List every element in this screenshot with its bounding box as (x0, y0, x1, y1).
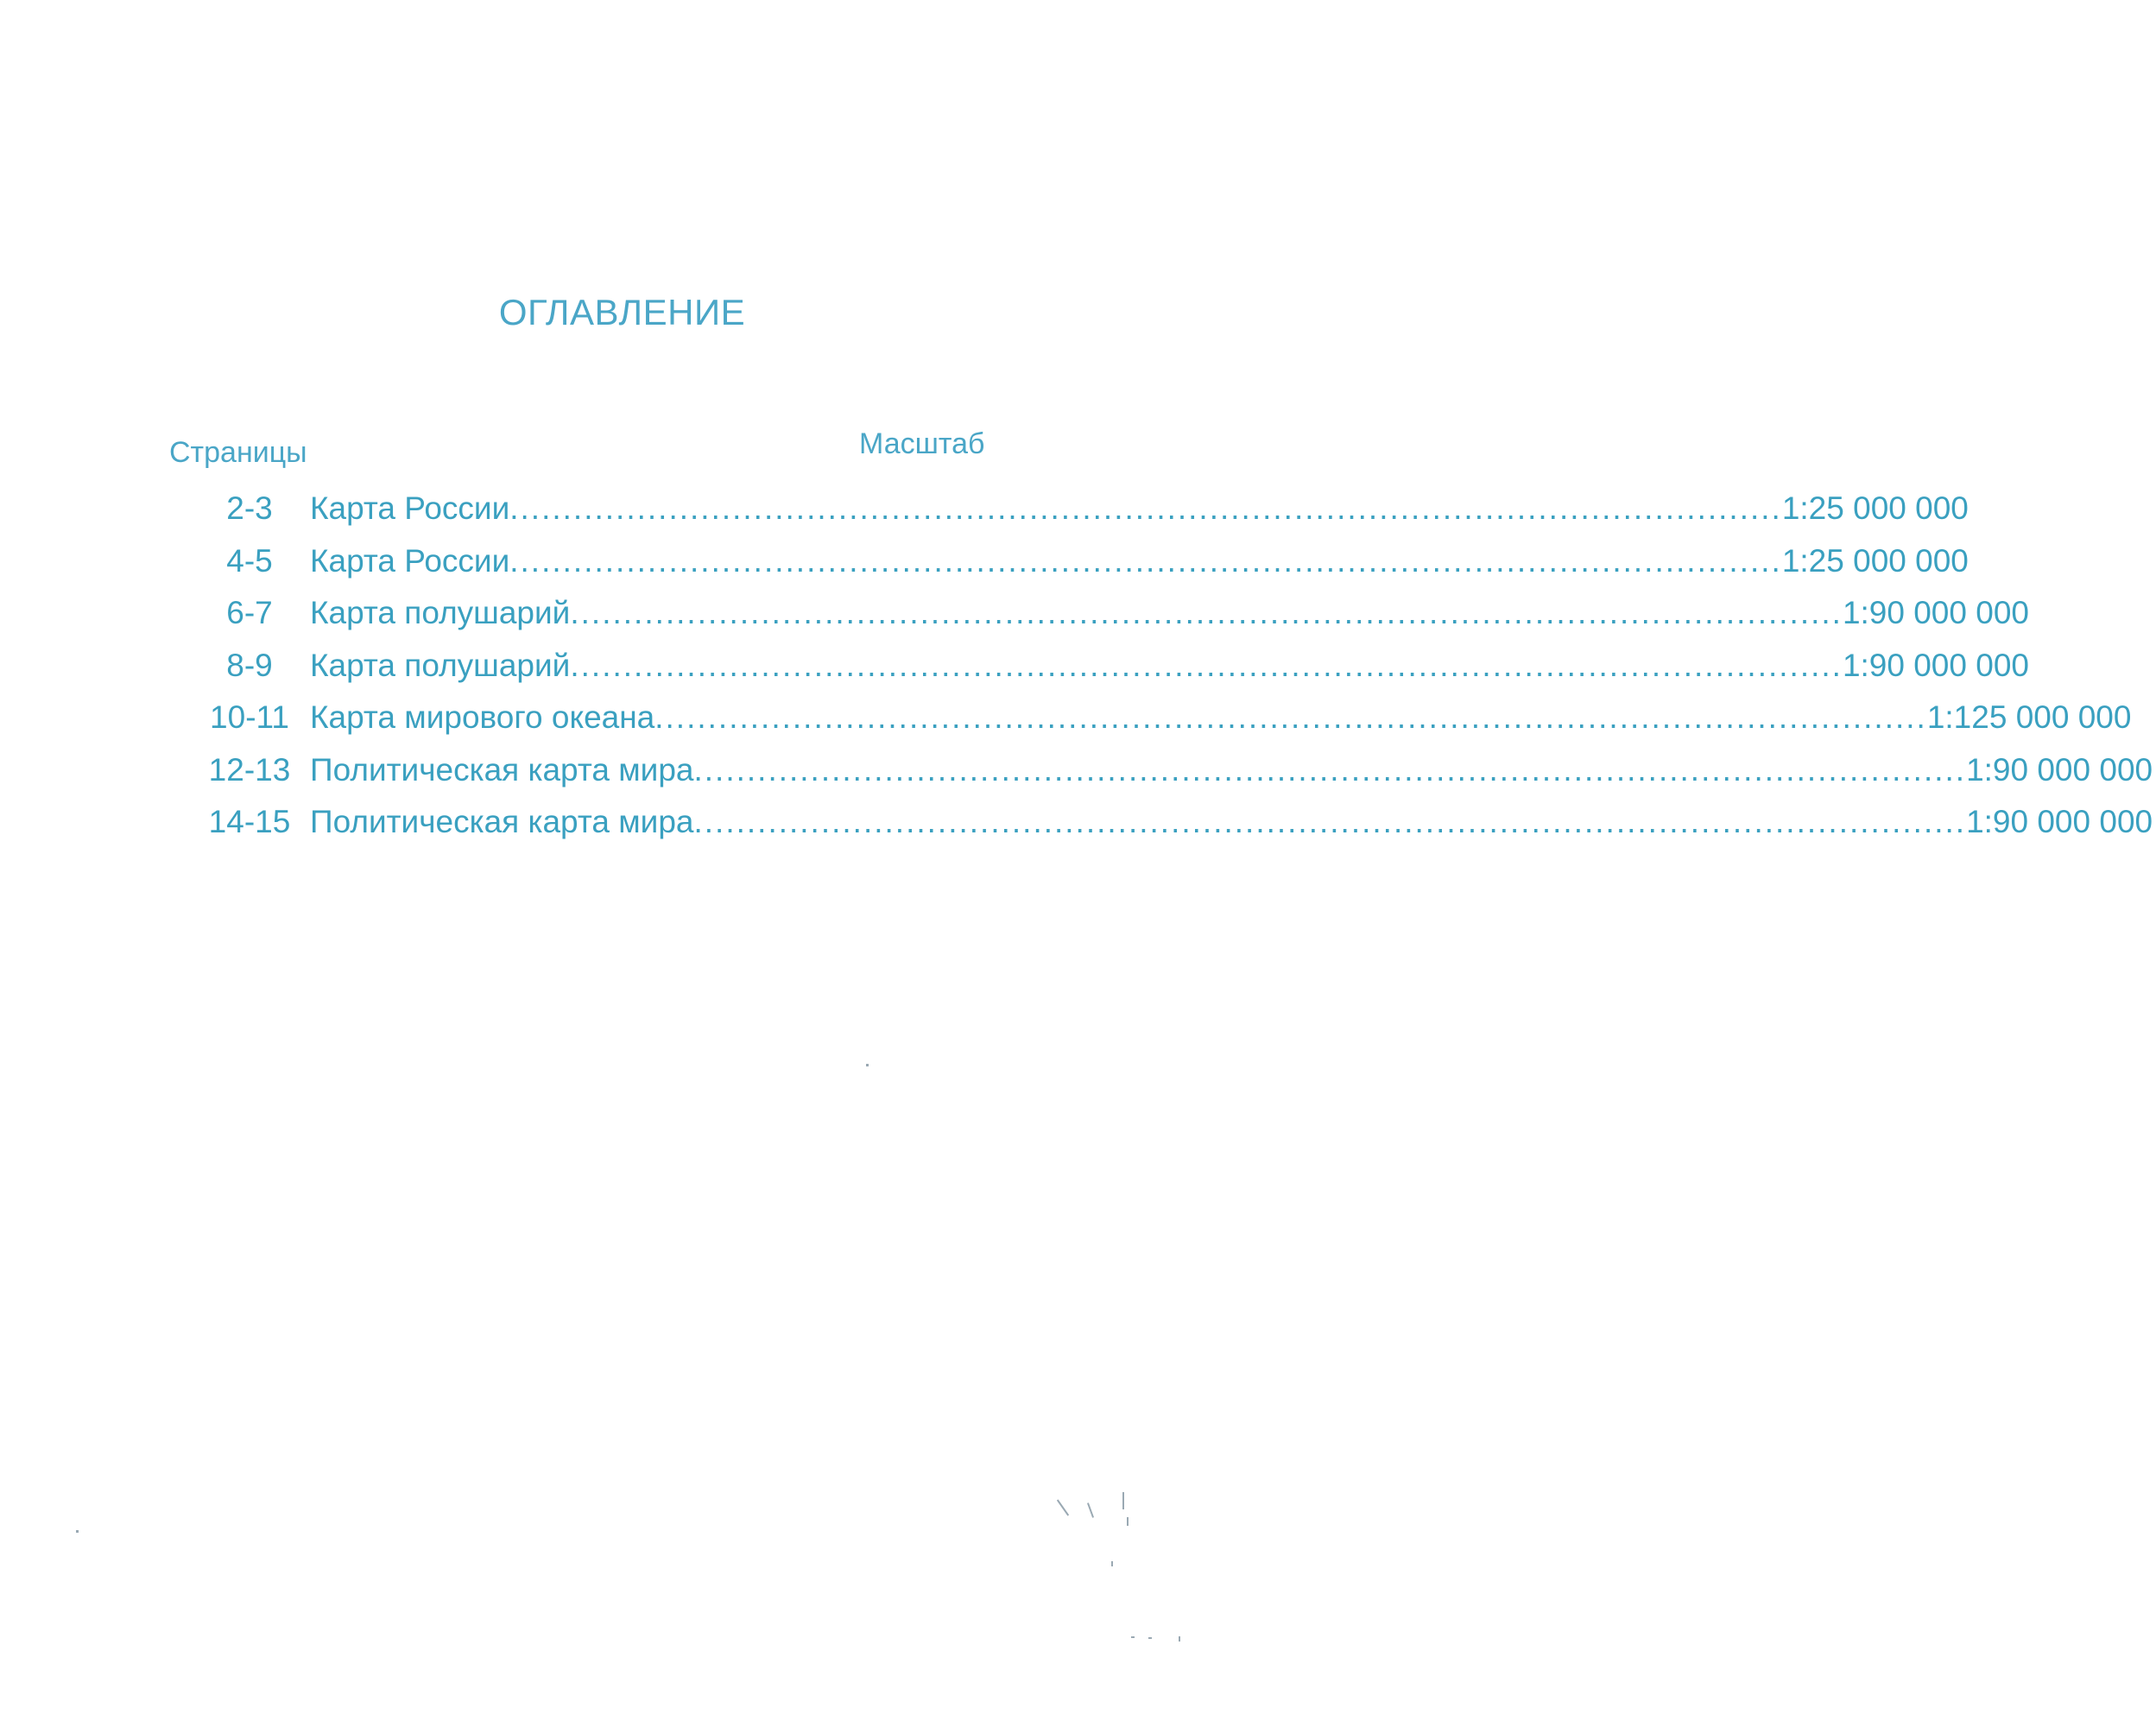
scan-speck (1057, 1499, 1069, 1515)
toc-leader-dots: ........................................................................................................................ (570, 647, 1843, 683)
toc-entry-line (310, 804, 2153, 840)
toc-entry-scale: 1:90 000 000 (1842, 595, 2029, 630)
toc-entry-pages: 4-5 (226, 542, 273, 579)
toc-entry-line (310, 647, 2029, 684)
toc-entry-scale: 1:90 000 000 (1966, 804, 2153, 839)
scale-column-header: Масштаб (859, 427, 985, 460)
toc-entry (202, 797, 2153, 850)
toc-entry-title: Карта мирового океана (310, 699, 655, 735)
scan-speck (1131, 1636, 1135, 1638)
toc-entry-scale: 1:90 000 000 (1842, 647, 2029, 683)
pages-column-header: Страницы (169, 436, 307, 469)
toc-entry-line (310, 699, 2132, 736)
toc-entry-title: Политическая карта мира (310, 751, 694, 788)
toc-entry (202, 745, 2153, 798)
toc-entry-line (310, 595, 2029, 631)
toc-entry-scale: 1:25 000 000 (1781, 542, 1969, 579)
table-of-contents (202, 484, 2153, 850)
toc-leader-dots: ........................................................................................................................ (693, 751, 1967, 788)
toc-leader-dots: ........................................................................................................................ (693, 804, 1967, 839)
scan-speck (1111, 1561, 1113, 1566)
toc-leader-dots: ........................................................................................................................ (509, 542, 1782, 579)
toc-entry-pages: 12-13 (208, 751, 291, 788)
toc-entry-scale: 1:125 000 000 (1926, 699, 2132, 735)
toc-entry (202, 693, 2132, 745)
toc-entry-title: Карта полушарий (310, 595, 571, 630)
toc-entry-title: Политическая карта мира (310, 804, 694, 839)
toc-entry-scale: 1:90 000 000 (1966, 751, 2153, 788)
toc-entry (202, 484, 1969, 536)
scan-speck (1127, 1517, 1129, 1526)
scan-speck (1148, 1637, 1152, 1639)
toc-entry-scale: 1:25 000 000 (1781, 490, 1969, 526)
scan-speck (1087, 1502, 1094, 1518)
toc-entry-pages: 14-15 (208, 804, 291, 839)
toc-entry-pages: 6-7 (226, 595, 273, 630)
toc-entry-title: Карта полушарий (310, 647, 571, 683)
toc-entry (202, 641, 2029, 693)
toc-entry-pages: 10-11 (210, 699, 289, 735)
toc-entry-line (310, 751, 2153, 788)
toc-leader-dots: ........................................................................................................................ (654, 699, 1927, 735)
toc-entry-pages: 8-9 (226, 647, 273, 683)
toc-entry (202, 536, 1969, 589)
toc-leader-dots: ........................................................................................................................ (570, 595, 1843, 630)
page-title: ОГЛАВЛЕНИЕ (498, 292, 746, 332)
toc-leader-dots: ........................................................................................................................ (509, 490, 1782, 526)
scan-speck (866, 1064, 869, 1066)
toc-entry-line (310, 490, 1969, 527)
toc-entry-title: Карта России (310, 490, 510, 526)
scan-speck (76, 1530, 79, 1533)
toc-entry-pages: 2-3 (226, 490, 273, 526)
toc-entry-line (310, 542, 1969, 579)
scan-speck (1179, 1636, 1180, 1642)
toc-entry-title: Карта России (310, 542, 510, 579)
scan-speck (1122, 1492, 1124, 1509)
toc-entry (202, 588, 2029, 641)
